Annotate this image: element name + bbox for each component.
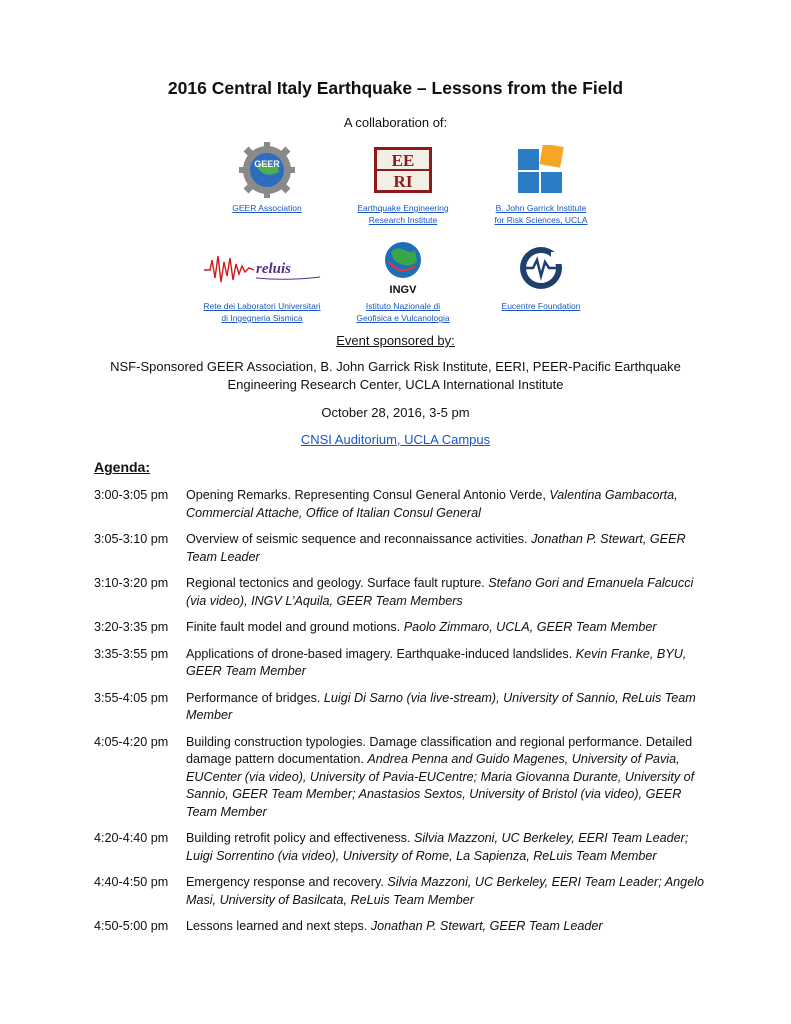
- sponsor-heading: Event sponsored by:: [336, 333, 455, 348]
- agenda-text: Overview of seismic sequence and reconnaissance activities.: [186, 532, 532, 546]
- eeri-logo-top: EE: [391, 151, 415, 170]
- agenda-time: 3:10-3:20 pm: [94, 576, 169, 590]
- agenda-description: [186, 487, 704, 522]
- agenda-description: [186, 734, 704, 822]
- agenda-presenter: Jonathan P. Stewart, GEER Team Leader: [370, 919, 603, 933]
- agenda-item: [94, 918, 704, 936]
- agenda-time: 3:00-3:05 pm: [94, 488, 169, 502]
- garrick-link-line-2: for Risk Sciences, UCLA: [494, 215, 588, 225]
- agenda-list: [94, 487, 704, 945]
- agenda-presenter: Paolo Zimmaro, UCLA, GEER Team Member: [403, 620, 657, 634]
- page-title: 2016 Central Italy Earthquake – Lessons from the Field: [167, 78, 624, 98]
- agenda-item: [94, 830, 704, 865]
- reluis-logo-text: reluis: [256, 261, 292, 277]
- garrick-logo: [451, 142, 631, 198]
- eucentre-link[interactable]: [451, 300, 631, 312]
- agenda-presenter: Stefano Gori and Emanuela Falcucci (via video), INGV L’Aquila, GEER Team Members: [186, 576, 694, 608]
- agenda-time: 3:55-4:05 pm: [94, 690, 169, 705]
- eucentre-link-line-1: Eucentre Foundation: [501, 301, 581, 311]
- agenda-text: Emergency response and recovery.: [186, 875, 388, 889]
- agenda-item: [94, 575, 704, 610]
- agenda-description: [186, 918, 704, 936]
- agenda-description: [186, 575, 704, 610]
- logo-cell-eucentre: [451, 240, 631, 312]
- geer-link-line-1: GEER Association: [232, 203, 302, 213]
- event-date: October 28, 2016, 3-5 pm: [321, 405, 470, 420]
- eeri-link-line-1: Earthquake Engineering: [357, 203, 449, 213]
- ingv-logo-text: INGV: [389, 284, 417, 296]
- agenda-time: 3:35-3:55 pm: [94, 646, 169, 661]
- agenda-presenter: Silvia Mazzoni, UC Berkeley, EERI Team Leader; Luigi Sorrentino (via video), University of Rome, La Sapienza, ReLuis Team Member: [186, 831, 689, 863]
- agenda-text: Applications of drone-based imagery. Earthquake-induced landslides.: [186, 646, 576, 661]
- agenda-description: [186, 830, 704, 865]
- venue: [0, 432, 791, 447]
- agenda-text: Performance of bridges.: [186, 690, 324, 705]
- agenda-item: [94, 874, 704, 909]
- agenda-time: 3:05-3:10 pm: [94, 532, 169, 546]
- agenda-description: [186, 646, 704, 681]
- ingv-link-line-2: Geofisica e Vulcanologia: [356, 313, 450, 323]
- logo-cell-garrick: [451, 142, 631, 226]
- agenda-item: [94, 734, 704, 822]
- venue-link[interactable]: CNSI Auditorium, UCLA Campus: [300, 432, 491, 447]
- agenda-item: [94, 646, 704, 681]
- agenda-text: Lessons learned and next steps.: [186, 919, 371, 933]
- agenda-time: 4:50-5:00 pm: [94, 919, 169, 933]
- agenda-time: 4:20-4:40 pm: [94, 831, 169, 845]
- agenda-text: Building retrofit policy and effectiveness.: [186, 831, 414, 845]
- agenda-description: [186, 531, 704, 566]
- agenda-presenter: Silvia Mazzoni, UC Berkeley, EERI Team Leader; Angelo Masi, University of Basilcata, ReLuis Team Member: [186, 875, 704, 907]
- eeri-logo-bottom: RI: [393, 172, 413, 191]
- geer-logo-text: GEER: [254, 159, 280, 169]
- agenda-item: [94, 531, 704, 566]
- agenda-text: Opening Remarks. Representing Consul General Antonio Verde,: [186, 488, 550, 502]
- agenda-presenter: Valentina Gambacorta, Commercial Attache, Office of Italian Consul General: [186, 488, 678, 520]
- agenda-presenter: Jonathan P. Stewart, GEER Team Leader: [186, 532, 686, 564]
- reluis-link-line-2: di Ingegneria Sismica: [221, 313, 303, 323]
- eucentre-logo: [451, 240, 631, 296]
- agenda-presenter: Andrea Penna and Guido Magenes, University of Pavia, EUCenter (via video), University of Pavia-EUCentre; Maria Giovanna Durante, University of Sannio, GEER Team Member; Anastasios Sextos, University of Bristol (via video), GEER Team Member: [186, 752, 695, 819]
- agenda-presenter: Kevin Franke, BYU, GEER Team Member: [186, 646, 687, 678]
- agenda-time: 4:40-4:50 pm: [94, 875, 169, 889]
- agenda-text: Finite fault model and ground motions.: [186, 620, 404, 634]
- sponsors-text: NSF-Sponsored GEER Association, B. John Garrick Risk Institute, EERI, PEER-Pacific Earthquake Engineering Research Center, UCLA International Institute: [110, 359, 681, 392]
- agenda-text: Building construction typologies. Damage classification and regional performance. Detailed damage pattern documentation.: [186, 734, 693, 766]
- agenda-item: [94, 690, 704, 725]
- agenda-item: [94, 619, 704, 637]
- agenda-heading: Agenda:: [94, 459, 150, 475]
- agenda-time: 3:20-3:35 pm: [94, 620, 169, 634]
- agenda-description: [186, 690, 704, 725]
- agenda-description: [186, 874, 704, 909]
- agenda-item: [94, 487, 704, 522]
- agenda-text: Regional tectonics and geology. Surface fault rupture.: [186, 576, 489, 590]
- garrick-link-line-1: B. John Garrick Institute: [495, 203, 587, 213]
- ingv-link-line-1: Istituto Nazionale di: [365, 301, 441, 311]
- eeri-link-line-2: Research Institute: [368, 215, 438, 225]
- agenda-presenter: Luigi Di Sarno (via live-stream), University of Sannio, ReLuis Team Member: [186, 690, 696, 722]
- collaboration-label: A collaboration of:: [343, 115, 448, 130]
- agenda-description: [186, 619, 704, 637]
- agenda-time: 4:05-4:20 pm: [94, 734, 169, 749]
- reluis-link-line-1: Rete dei Laboratori Universitari: [203, 301, 321, 311]
- garrick-institute-link[interactable]: [451, 202, 631, 226]
